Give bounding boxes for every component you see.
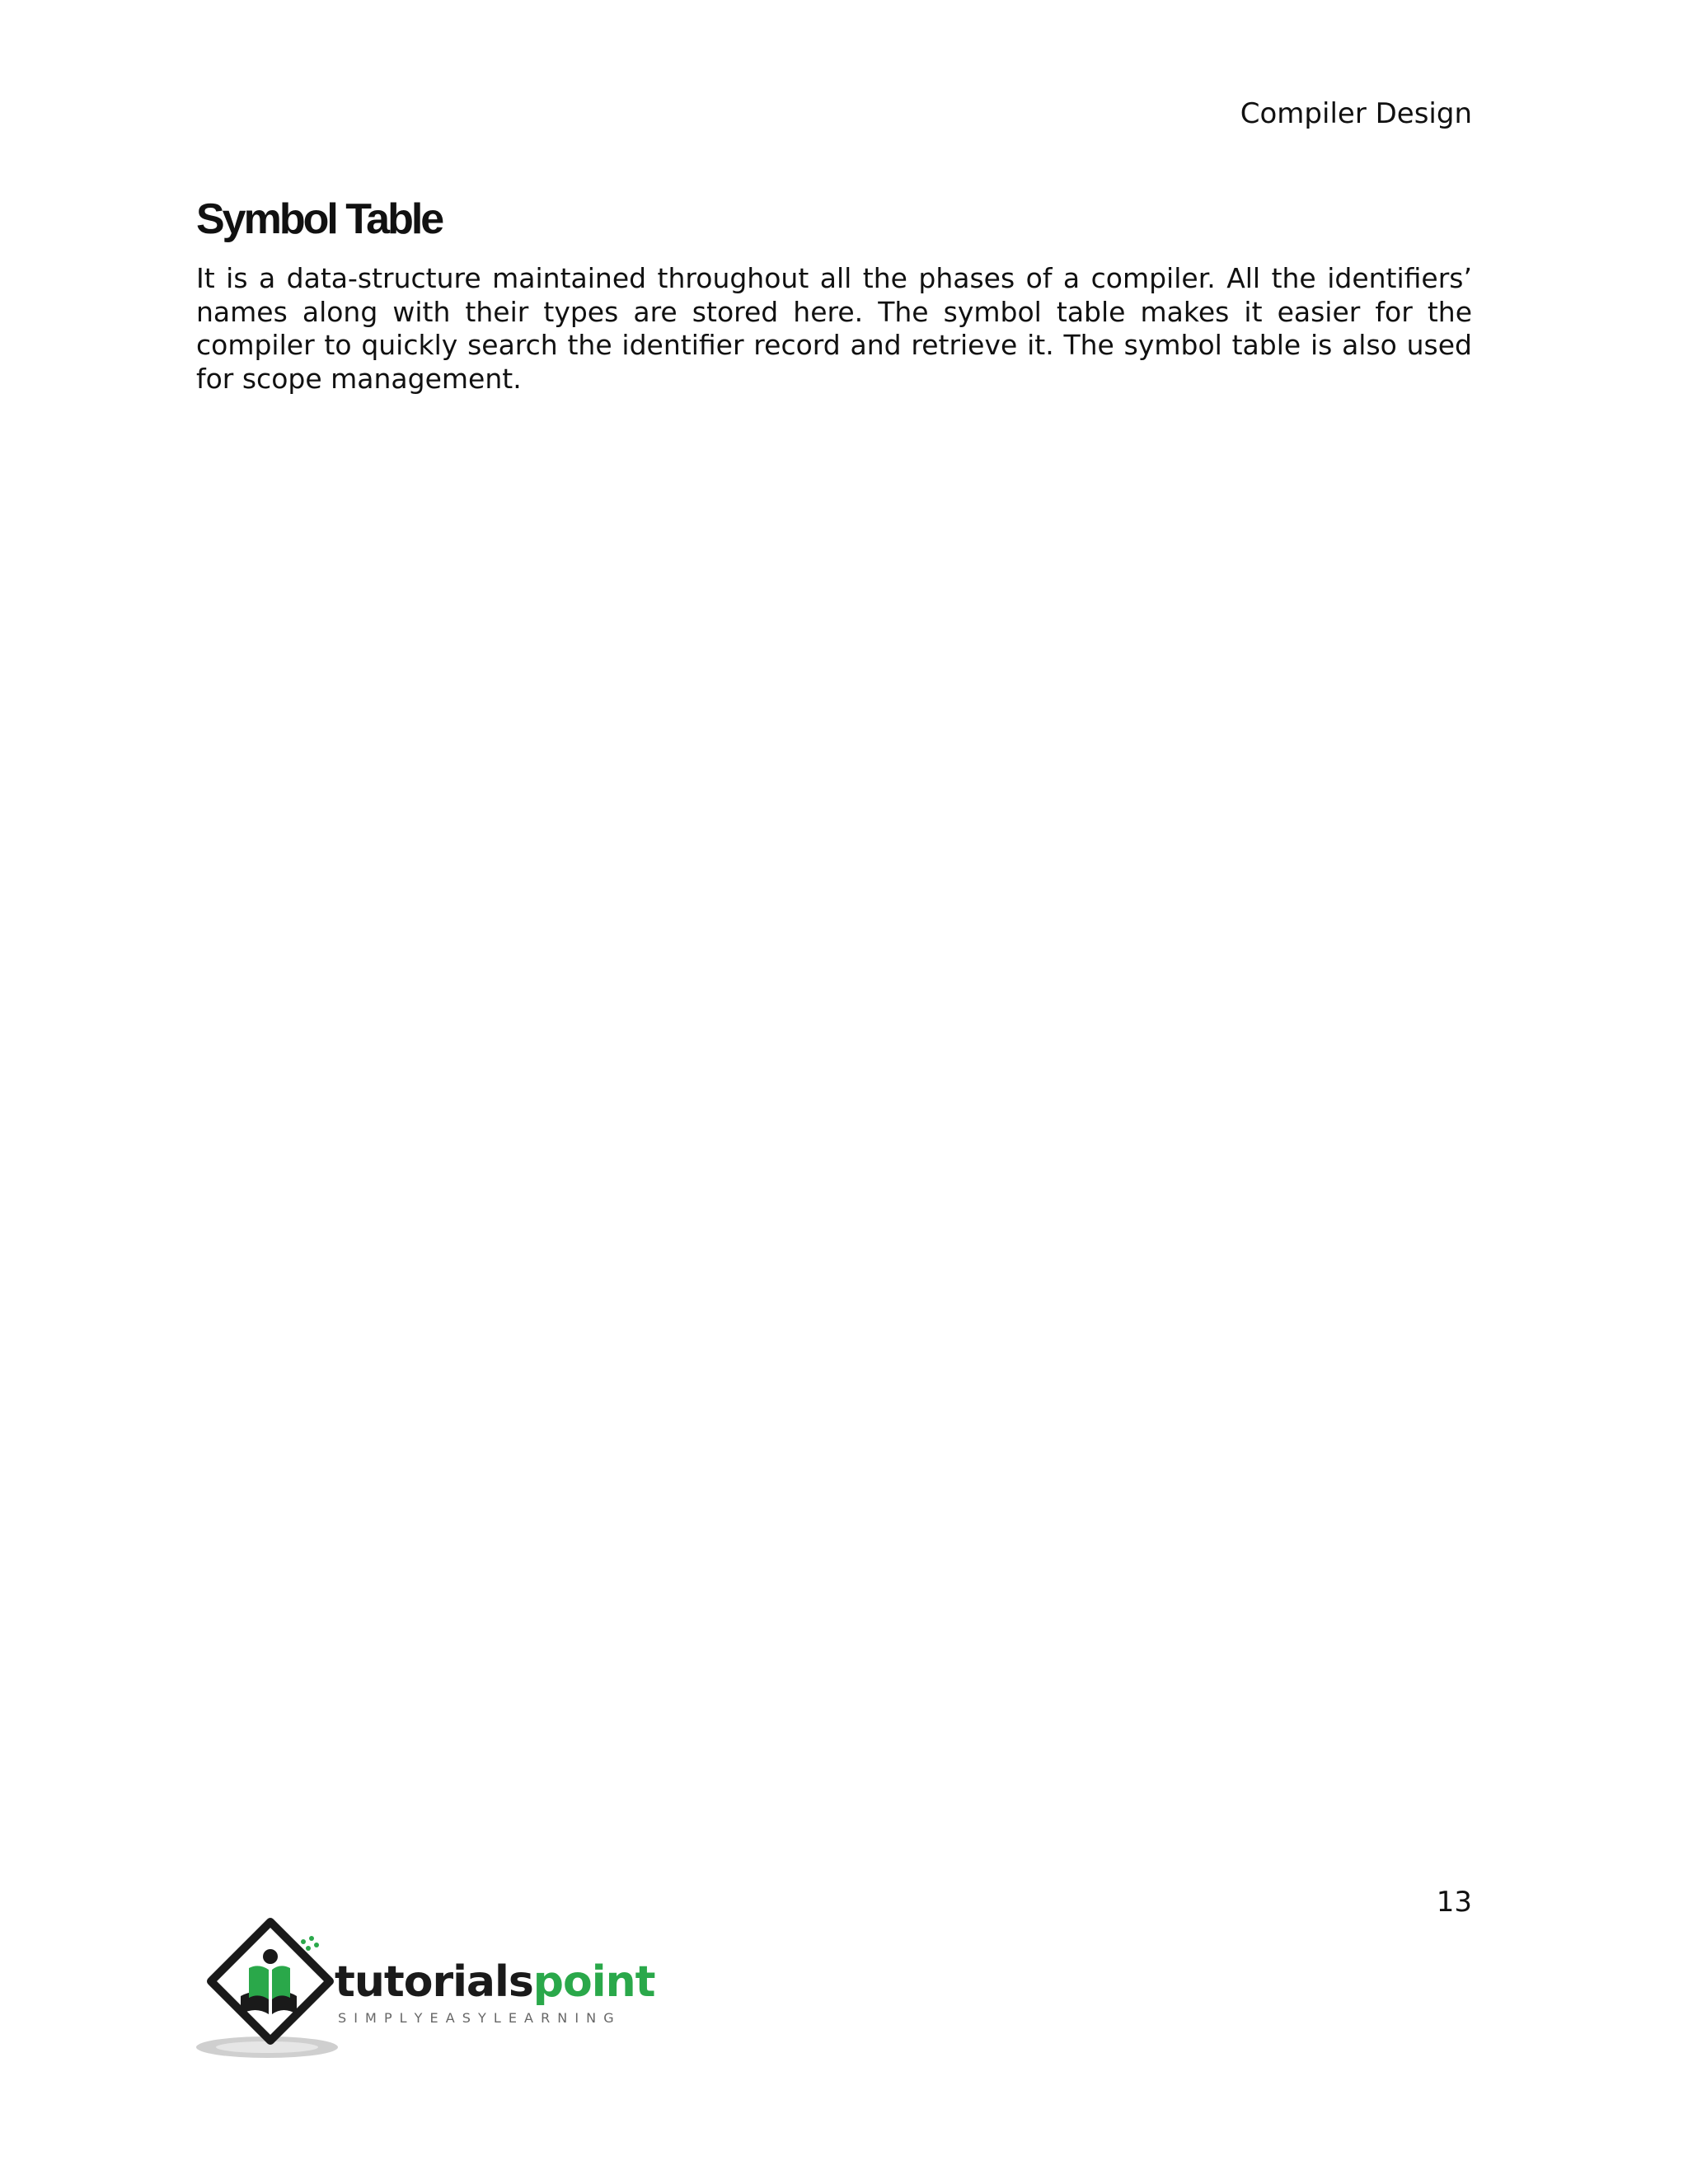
page-number: 13 bbox=[1436, 1886, 1472, 1919]
body-paragraph: It is a data-structure maintained throughout all the phases of a compiler. All the identifiers’ names along with their types are stored here. The symbol table makes it easier for the compiler to quickly search the identifier record and retrieve it. The symbol table is also used for scope management. bbox=[196, 262, 1472, 395]
tutorialspoint-logo bbox=[193, 1917, 671, 2065]
running-header: Compiler Design bbox=[1240, 97, 1472, 130]
svg-text:S I M P L Y E A S Y L E A R N: S I M P L Y E A S Y L E A R N I N G bbox=[338, 2010, 616, 2026]
section-title: Symbol Table bbox=[196, 195, 443, 243]
svg-text:tutorialspoint: tutorialspoint bbox=[335, 1957, 655, 2007]
